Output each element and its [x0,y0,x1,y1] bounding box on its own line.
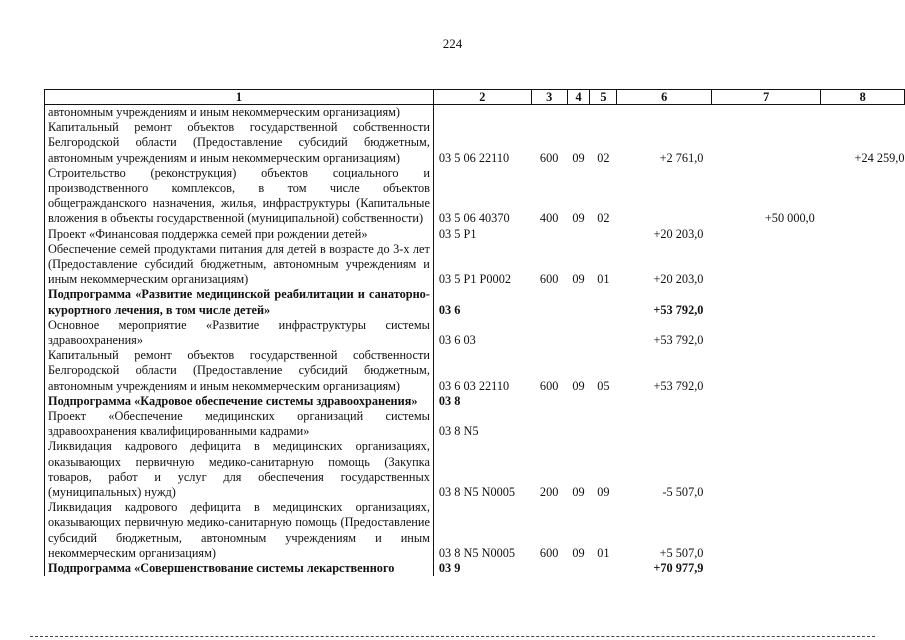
cell-col-6 [617,105,712,121]
table-row-project-family-support [45,227,905,242]
cell-col-3 [531,394,567,409]
cell-col-6 [617,409,712,439]
col-header-2: 2 [433,90,531,105]
cell-col-5: 05 [597,378,610,393]
cell-col-8: +24 259,0 [854,150,905,165]
cell-col-6: +5 507,0 [659,545,704,560]
cell-col-7 [711,348,820,394]
cell-col-3: 200 [539,485,559,500]
cell-col-1: Подпрограмма «Кадровое обеспечение системы здравоохранения» [45,394,434,409]
cell-col-6: +53 792,0 [653,378,704,393]
cell-col-4: 09 [572,545,585,560]
table-row-capital-repair-belgorod-2 [45,348,905,394]
cell-col-1: Капитальный ремонт объектов государственной собственности Белгородской области (Предоставление субсидий бюджетным, автономным учреждениям и иным некоммерческим организациям) [45,120,434,166]
cell-col-3: 600 [539,378,559,393]
cell-col-3 [531,561,567,576]
cell-col-8 [821,439,905,500]
cell-col-4 [567,394,590,409]
cell-col-7 [711,318,820,348]
cell-col-4 [567,287,590,317]
cell-col-7 [711,242,820,288]
cell-col-5: 01 [597,272,610,287]
cell-col-8 [821,105,905,121]
cell-col-7 [711,439,820,500]
cell-col-7 [711,500,820,561]
header-row [45,90,905,105]
cell-col-3: 600 [539,272,559,287]
col-header-4: 4 [567,90,590,105]
table-row-main-event-infrastructure [45,318,905,348]
page-number: 224 [442,36,463,51]
cell-col-2: 03 8 N5 N0005 [438,545,516,560]
cell-col-1: Подпрограмма «Совершенствование системы лекарственного [45,561,434,576]
cell-col-5 [590,409,617,439]
cell-col-6 [617,394,712,409]
cell-col-1: Проект «Финансовая поддержка семей при рождении детей» [45,227,434,242]
cell-col-5 [590,561,617,576]
cell-col-2: 03 6 03 22110 [438,378,510,393]
cell-col-3 [531,409,567,439]
cell-col-4: 09 [572,211,585,226]
table-row-subprogram-rehabilitation [45,287,905,317]
cell-col-5: 02 [597,211,610,226]
cell-col-8 [821,287,905,317]
cell-col-1: автономным учреждениям и иным некоммерческим организациям) [45,105,434,121]
cell-col-3: 600 [539,150,559,165]
cell-col-1: Проект «Обеспечение медицинских организаций системы здравоохранения квалифицированными кадрами» [45,409,434,439]
cell-col-6 [617,166,712,227]
col-header-6: 6 [617,90,712,105]
cell-col-1: Строительство (реконструкция) объектов социального и производственного комплексов, в том числе объектов общегражданского назначения, жилья, инфраструктуры (Капитальные вложения в объекты государственной (муниципальной) собственности) [45,166,434,227]
table-row-subprogram-pharma [45,561,905,576]
cell-col-2: 03 8 N5 [438,424,479,439]
cell-col-4 [567,561,590,576]
col-header-7: 7 [711,90,820,105]
cell-col-4 [567,318,590,348]
table-row-construction-reconstruction [45,166,905,227]
cell-col-4: 09 [572,150,585,165]
cell-col-6: +20 203,0 [653,272,704,287]
cell-col-1: Обеспечение семей продуктами питания для детей в возрасте до 3-х лет (Предоставление субсидий бюджетным, автономным учреждениям и иным некоммерческим организациям) [45,242,434,288]
table-row-autonomous-continuation [45,105,905,121]
cell-col-4: 09 [572,485,585,500]
cell-col-7 [711,287,820,317]
cell-col-4 [567,409,590,439]
table-row-project-qualified-staff [45,409,905,439]
cell-col-3 [531,287,567,317]
cell-col-3: 400 [539,211,559,226]
cell-col-6: -5 507,0 [662,485,704,500]
budget-table [44,89,905,576]
table-row-capital-repair-belgorod-1 [45,120,905,166]
cell-col-5 [590,318,617,348]
bottom-edge-line [30,636,875,637]
cell-col-3 [531,318,567,348]
cell-col-5 [590,394,617,409]
table-row-food-provision-children [45,242,905,288]
cell-col-6: +2 761,0 [659,150,704,165]
cell-col-1: Ликвидация кадрового дефицита в медицинских организациях, оказывающих первичную медико-санитарную помощь (Предоставление субсидий бюджетным, автономным учреждениям и иным некоммерческим организациям) [45,500,434,561]
cell-col-8 [821,227,905,242]
cell-col-7 [711,394,820,409]
cell-col-4: 09 [572,272,585,287]
cell-col-8 [821,166,905,227]
cell-col-8 [821,409,905,439]
cell-col-7 [711,409,820,439]
table-row-staff-deficit-procurement [45,439,905,500]
cell-col-8 [821,500,905,561]
cell-col-5: 09 [597,485,610,500]
cell-col-3 [531,105,567,121]
cell-col-4 [567,227,590,242]
cell-col-2: 03 6 [438,302,461,317]
cell-col-5: 02 [597,150,610,165]
cell-col-7 [711,105,820,121]
cell-col-4: 09 [572,378,585,393]
col-header-3: 3 [531,90,567,105]
cell-col-6: +53 792,0 [653,302,704,317]
cell-col-2: 03 5 06 22110 [438,150,510,165]
cell-col-2: 03 5 P1 P0002 [438,272,511,287]
cell-col-1: Капитальный ремонт объектов государственной собственности Белгородской области (Предоставление субсидий бюджетным, автономным учреждениям и иным некоммерческим организациям) [45,348,434,394]
col-header-5: 5 [590,90,617,105]
col-header-8: 8 [821,90,905,105]
cell-col-8 [821,318,905,348]
cell-col-2: 03 9 [438,561,461,576]
cell-col-4 [567,105,590,121]
table-row-staff-deficit-subsidies [45,500,905,561]
cell-col-6: +20 203,0 [653,226,704,241]
cell-col-2 [433,105,531,121]
cell-col-2: 03 8 [438,393,461,408]
cell-col-7 [711,561,820,576]
cell-col-5 [590,105,617,121]
table-row-subprogram-staffing [45,394,905,409]
cell-col-5 [590,227,617,242]
cell-col-2: 03 5 06 40370 [438,211,510,226]
cell-col-6: +70 977,9 [653,561,704,576]
cell-col-2: 03 6 03 [438,333,476,348]
cell-col-5 [590,287,617,317]
cell-col-7: +50 000,0 [764,211,815,226]
cell-col-1: Основное мероприятие «Развитие инфраструктуры системы здравоохранения» [45,318,434,348]
cell-col-2: 03 5 P1 [438,226,477,241]
cell-col-8 [821,348,905,394]
cell-col-5: 01 [597,545,610,560]
cell-col-8 [821,242,905,288]
cell-col-2: 03 8 N5 N0005 [438,485,516,500]
cell-col-7 [711,227,820,242]
col-header-1: 1 [45,90,434,105]
cell-col-8 [821,394,905,409]
cell-col-8 [821,561,905,576]
cell-col-3 [531,227,567,242]
cell-col-6: +53 792,0 [653,333,704,348]
cell-col-1: Ликвидация кадрового дефицита в медицинских организациях, оказывающих первичную медико-санитарную помощь (Закупка товаров, работ и услуг для обеспечения государственных (муниципальных) нужд) [45,439,434,500]
cell-col-7 [711,120,820,166]
cell-col-1: Подпрограмма «Развитие медицинской реабилитации и санаторно-курортного лечения, в том числе детей» [45,287,434,317]
cell-col-3: 600 [539,545,559,560]
